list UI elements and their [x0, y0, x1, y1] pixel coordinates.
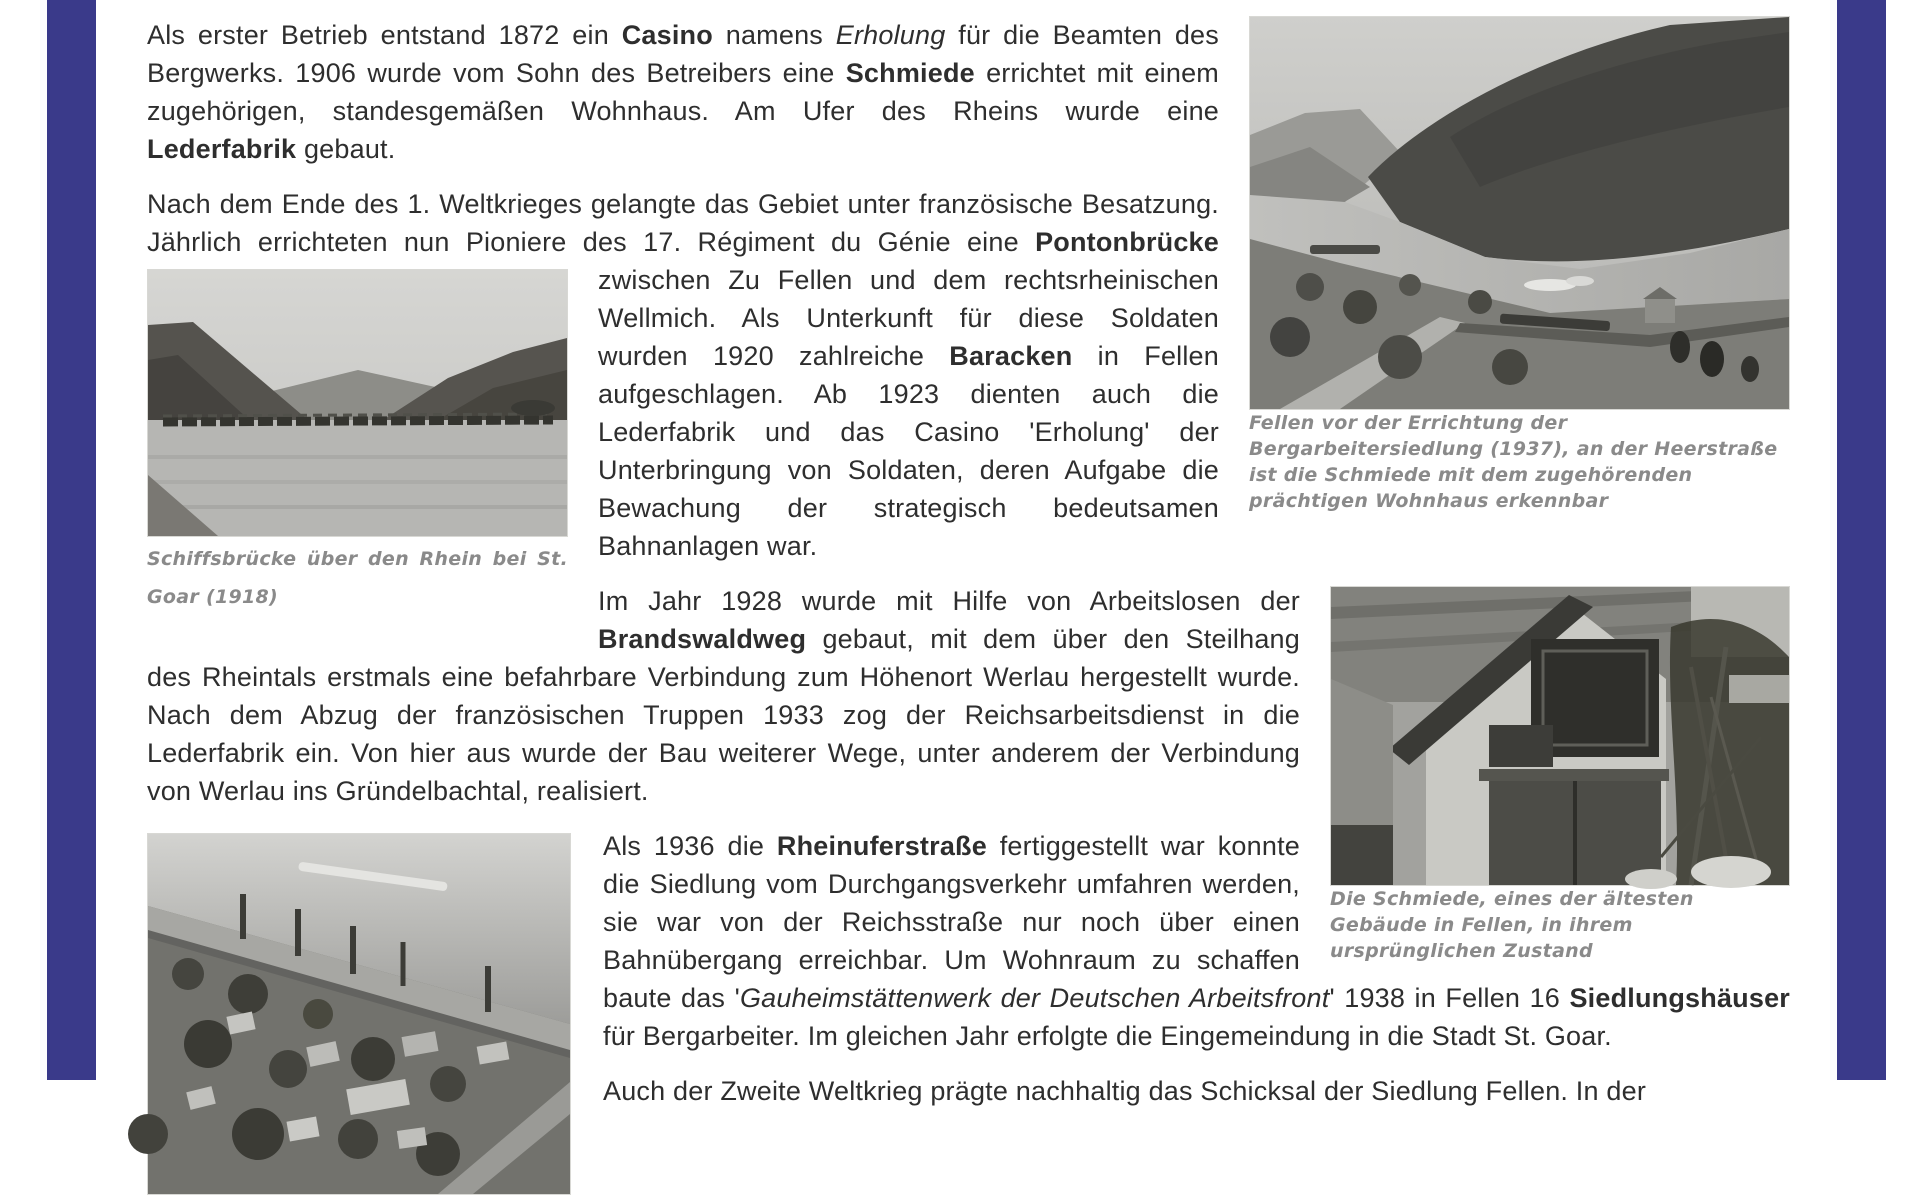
- text-column: [147, 0, 1790, 1195]
- left-navy-border-bar: [47, 0, 96, 1080]
- photo-fellen-aerial-image: [1249, 16, 1790, 410]
- photo-schiffsbruecke-image: [147, 269, 568, 537]
- paragraph-casino-schmiede: Als erster Betrieb entstand 1872 ein Casino namens Erholung für die Beamten des Bergwerks. 1906 wurde vom Sohn des Betreibers eine Schmiede errichtet mit einem zugehörigen, standesgemäßen Wohnhaus. Am Ufer des Rheins wurde eine Lederfabrik gebaut.: [147, 20, 1219, 164]
- paragraph-zweiter-weltkrieg: Auch der Zweite Weltkrieg prägte nachhaltig das Schicksal der Siedlung Fellen. In der: [603, 1076, 1647, 1106]
- caption-schmiede: Die Schmiede, eines der ältesten Gebäude in Fellen, in ihrem ursprünglichen Zustand: [1330, 888, 1694, 962]
- settlement-aerial-photo-graphic: [148, 834, 570, 1194]
- photo-schmiede-image: [1330, 586, 1790, 886]
- paragraph-besatzung-part2: Pontonbrücke zwischen Zu Fellen und dem rechtsrheinischen Wellmich. Als Unterkunft für diese Soldaten wurden 1920 zahlreiche Baracken in Fellen aufgeschlagen. Ab 1923 dienten auch die Lederfabrik und das Casino 'Erholung' der Unterbringung von Soldaten, deren Aufgabe die Bewachung der strategisch bedeutsamen Bahnanlagen war.: [598, 227, 1219, 561]
- figure-fellen-aerial: [1249, 16, 1790, 514]
- figure-schmiede: [1330, 586, 1790, 964]
- paragraph-rheinuferstrasse: Als 1936 die Rheinuferstraße fertiggestellt war konnte die Siedlung vom Durchgangsverkehr umfahren werden, sie war von der Reichsstraße nur noch über einen Bahnübergang erreichbar. Um Wohnraum zu schaffen baute das 'Gauheimstättenwerk der Deutschen Arbeitsfront' 1938 in Fellen 16 Siedlungshäuser für Bergarbeiter. Im gleichen Jahr erfolgte die Eingemeindung in die Stadt St. Goar.: [603, 831, 1790, 1051]
- rhine-valley-photo-graphic: [1250, 17, 1789, 409]
- schmiede-photo-graphic: [1331, 587, 1789, 885]
- paragraph-besatzung-part1: Nach dem Ende des 1. Weltkrieges gelangte das Gebiet unter französische Besatzung. Jährlich errichteten nun Pioniere des 17. Régiment du Génie eine: [147, 189, 1219, 257]
- paragraph-brandswaldweg: Im Jahr 1928 wurde mit Hilfe von Arbeitslosen der Brandswaldweg gebaut, mit dem über den Steilhang des Rheintals erstmals eine befahrbare Verbindung zum Höhenort Werlau hergestellt wurde. Nach dem Abzug der französischen Truppen 1933 zog der Reichsarbeitsdienst in die Lederfabrik ein. Von hier aus wurde der Bau weiterer Wege, unter anderem der Verbindung von Werlau ins Gründelbachtal, realisiert.: [147, 586, 1300, 806]
- caption-fellen-aerial: Fellen vor der Errichtung der Bergarbeitersiedlung (1937), an der Heerstraße ist die Schmiede mit dem zugehörenden prächtigen Wohnhaus erkennbar: [1249, 412, 1778, 512]
- figure-schiffsbruecke: [147, 269, 568, 613]
- photo-siedlung-aerial-image: [147, 833, 571, 1195]
- caption-schiffsbruecke: Schiffsbrücke über den Rhein bei St. Goar (1918): [147, 548, 568, 608]
- pontoon-bridge-photo-graphic: [148, 270, 567, 536]
- figure-siedlung-aerial: [147, 833, 571, 1195]
- right-navy-border-bar: [1837, 0, 1886, 1080]
